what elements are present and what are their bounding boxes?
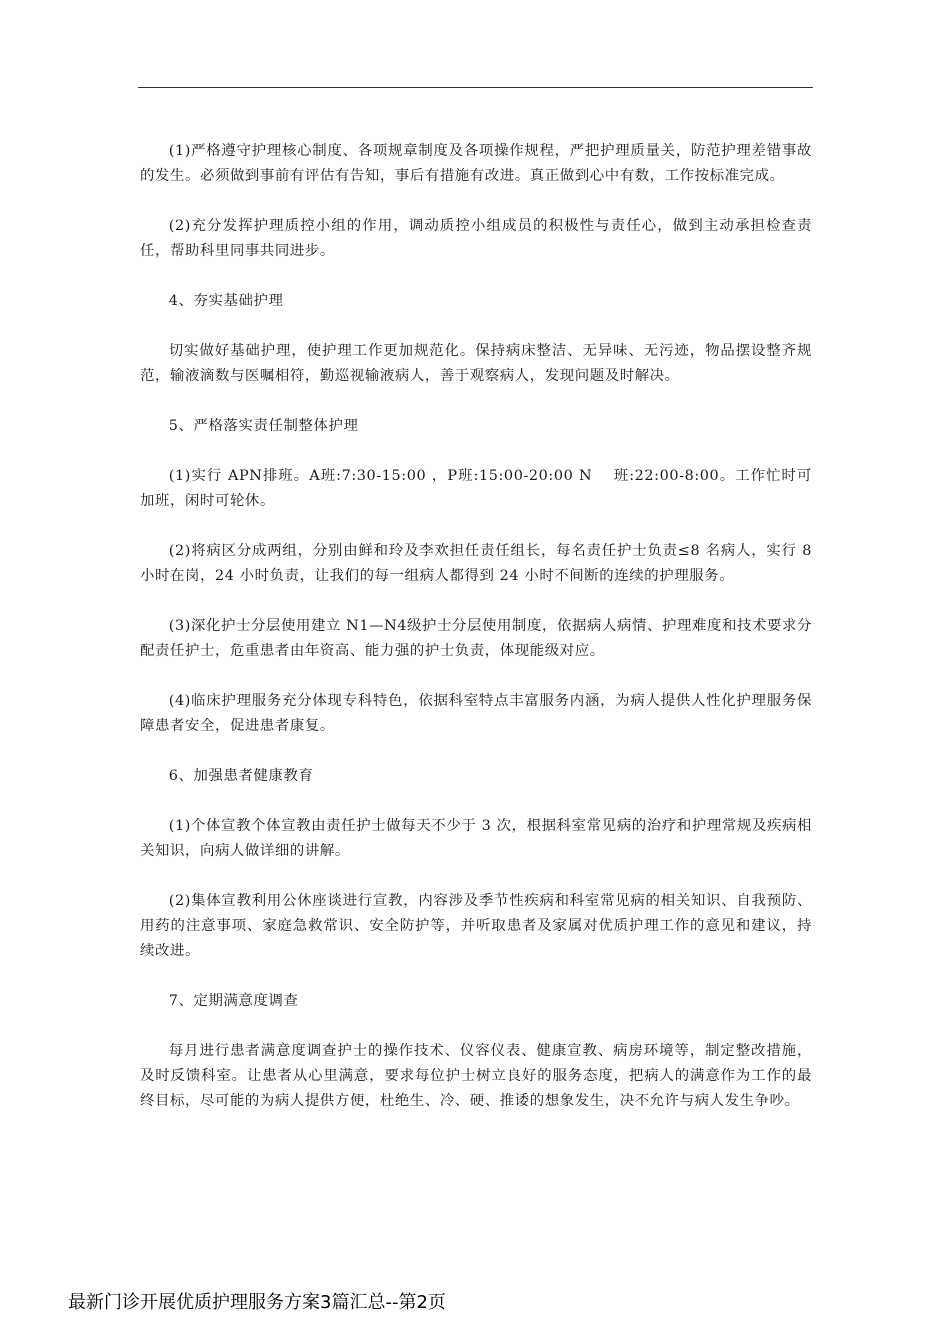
- section-heading-6: 6、加强患者健康教育: [168, 768, 314, 784]
- paragraph-2: (2)充分发挥护理质控小组的作用，调动质控小组成员的积极性与责任心，做到主动承担检查责任，帮助科里同事共同进步。: [140, 218, 812, 259]
- paragraph-10: 每月进行患者满意度调查护士的操作技术、仪容仪表、健康宣教、病房环境等，制定整改措施，及时反馈科室。让患者从心里满意，要求每位护士树立良好的服务态度，把病人的满意作为工作的最终目标，尽可能的为病人提供方便，杜绝生、冷、硬、推诿的想象发生，决不允许与病人发生争吵。: [140, 1043, 812, 1109]
- section-heading-4: 4、夯实基础护理: [168, 293, 284, 309]
- paragraph-6: (3)深化护士分层使用建立 N1—N4级护士分层使用制度，依据病人病情、护理难度和技术要求分配责任护士，危重患者由年资高、能力强的护士负责，体现能级对应。: [140, 618, 812, 659]
- paragraph-3: 切实做好基础护理，使护理工作更加规范化。保持病床整洁、无异味、无污迹，物品摆设整齐规范，输液滴数与医嘱相符，勤巡视输液病人，善于观察病人，发现问题及时解决。: [140, 343, 812, 384]
- page-footer: 最新门诊开展优质护理服务方案3篇汇总--第2页: [68, 1292, 446, 1313]
- paragraph-1: (1)严格遵守护理核心制度、各项规章制度及各项操作规程，严把护理质量关，防范护理差错事故的发生。必须做到事前有评估有告知，事后有措施有改进。真正做到心中有数，工作按标准完成。: [140, 143, 812, 184]
- paragraph-4: (1)实行 APN排班。A班:7:30-15:00 ，P班:15:00-20:00 N 班:22:00-8:00。工作忙时可加班，闲时可轮休。: [140, 468, 812, 509]
- header-rule: [138, 87, 813, 88]
- document-body: [140, 139, 812, 1114]
- section-heading-7: 7、定期满意度调查: [168, 993, 299, 1009]
- paragraph-7: (4)临床护理服务充分体现专科特色，依据科室特点丰富服务内涵，为病人提供人性化护理服务保障患者安全，促进患者康复。: [140, 693, 812, 734]
- paragraph-9: (2)集体宣教利用公休座谈进行宣教，内容涉及季节性疾病和科室常见病的相关知识、自我预防、用药的注意事项、家庭急救常识、安全防护等，并听取患者及家属对优质护理工作的意见和建议，持续改进。: [140, 893, 812, 959]
- paragraph-5: (2)将病区分成两组，分别由鲜和玲及李欢担任责任组长，每名责任护士负责≤8 名病人，实行 8 小时在岗，24 小时负责，让我们的每一组病人都得到 24 小时不间断的连续的护理服务。: [140, 543, 812, 584]
- paragraph-8: (1)个体宣教个体宣教由责任护士做每天不少于 3 次，根据科室常见病的治疗和护理常规及疾病相关知识，向病人做详细的讲解。: [140, 818, 812, 859]
- section-heading-5: 5、严格落实责任制整体护理: [168, 418, 359, 434]
